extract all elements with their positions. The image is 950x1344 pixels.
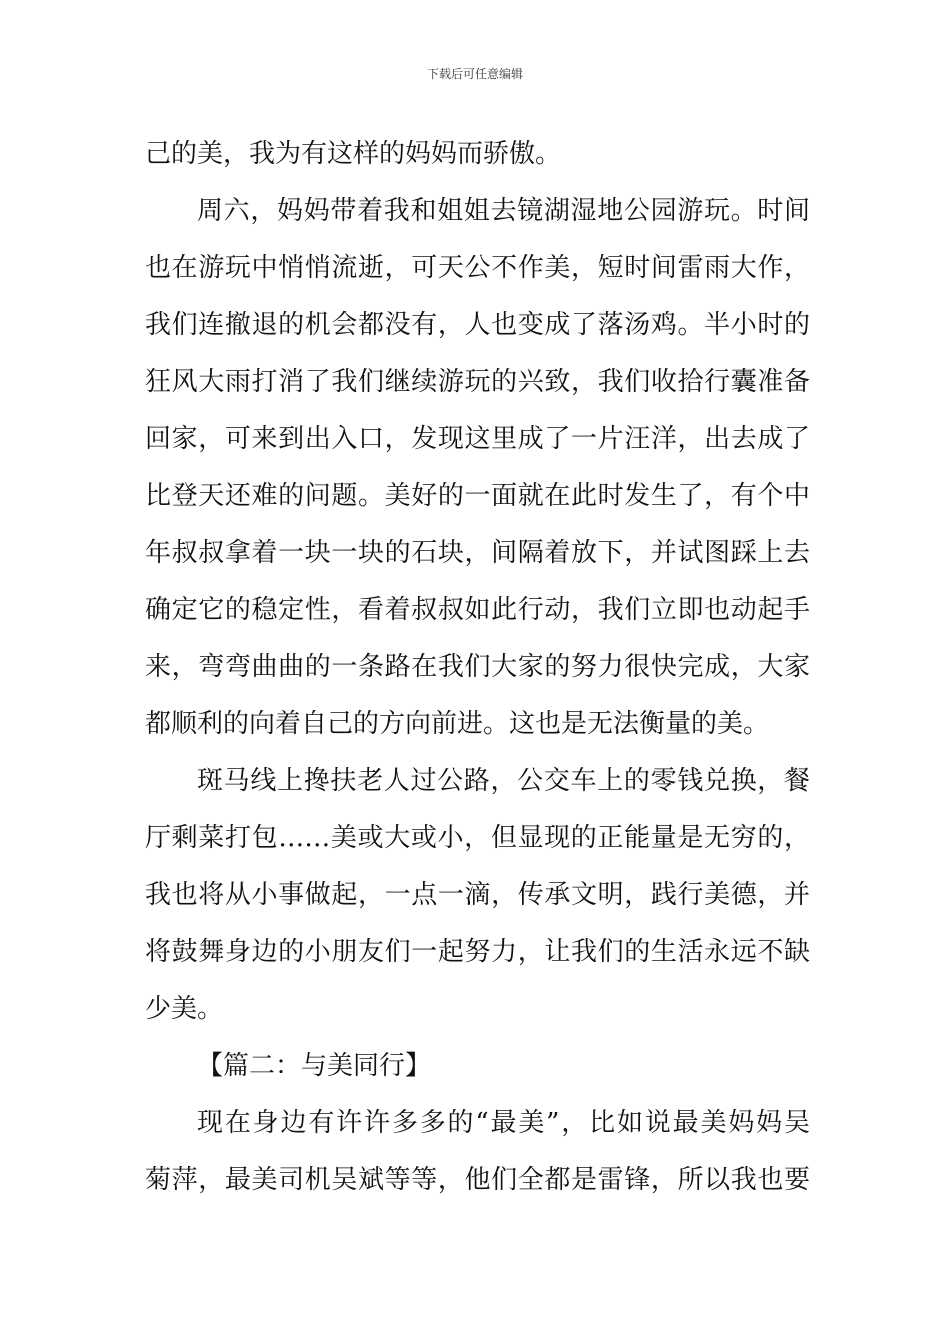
text-line bbox=[145, 696, 810, 753]
text-line-content: 周六，妈妈带着我和姐姐去镜湖湿地公园游玩。时间 bbox=[197, 196, 810, 226]
text-line-content: 狂风大雨打消了我们继续游玩的兴致，我们收拾行囊准备 bbox=[145, 367, 810, 397]
text-line bbox=[145, 924, 810, 981]
text-line-content: 确定它的稳定性，看着叔叔如此行动，我们立即也动起手 bbox=[145, 595, 810, 625]
text-line bbox=[145, 1152, 810, 1209]
text-line-content: 比登天还难的问题。美好的一面就在此时发生了，有个中 bbox=[145, 481, 810, 511]
text-line-content: 厅剩菜打包……美或大或小，但显现的正能量是无穷的， bbox=[145, 823, 810, 853]
text-line bbox=[145, 126, 810, 183]
text-line bbox=[145, 582, 810, 639]
text-line bbox=[145, 810, 810, 867]
text-line bbox=[145, 639, 810, 696]
text-line-content: 我也将从小事做起，一点一滴，传承文明，践行美德，并 bbox=[145, 880, 810, 910]
text-line bbox=[145, 867, 810, 924]
document-body bbox=[145, 126, 810, 1209]
text-line bbox=[145, 354, 810, 411]
text-line bbox=[145, 1095, 810, 1152]
text-line-content: 现在身边有许许多多的“最美”，比如说最美妈妈吴 bbox=[197, 1108, 810, 1138]
text-line-content: 将鼓舞身边的小朋友们一起努力，让我们的生活永远不缺 bbox=[145, 937, 810, 967]
text-line-content: 也在游玩中悄悄流逝，可天公不作美，短时间雷雨大作， bbox=[145, 253, 810, 283]
page-header-note: 下载后可任意编辑 bbox=[426, 67, 523, 81]
text-line-content: 回家，可来到出入口，发现这里成了一片汪洋，出去成了 bbox=[145, 424, 810, 454]
text-line bbox=[145, 297, 810, 354]
text-line bbox=[145, 240, 810, 297]
text-line bbox=[145, 411, 810, 468]
text-line-content: 己的美，我为有这样的妈妈而骄傲。 bbox=[145, 139, 562, 169]
text-line-content: 我们连撤退的机会都没有，人也变成了落汤鸡。半小时的 bbox=[145, 310, 810, 340]
text-line bbox=[145, 981, 810, 1038]
text-line-content: 少美。 bbox=[145, 994, 224, 1024]
text-line-content: 菊萍，最美司机吴斌等等，他们全都是雷锋，所以我也要 bbox=[145, 1165, 810, 1195]
text-line bbox=[145, 753, 810, 810]
text-line bbox=[145, 525, 810, 582]
text-line bbox=[145, 183, 810, 240]
text-line bbox=[145, 468, 810, 525]
section-heading bbox=[145, 1038, 810, 1095]
text-line-content: 来，弯弯曲曲的一条路在我们大家的努力很快完成，大家 bbox=[145, 652, 810, 682]
section-heading-text: 【篇二：与美同行】 bbox=[197, 1051, 432, 1081]
text-line-content: 斑马线上搀扶老人过公路，公交车上的零钱兑换，餐 bbox=[197, 766, 810, 796]
text-line-content: 年叔叔拿着一块一块的石块，间隔着放下，并试图踩上去 bbox=[145, 538, 810, 568]
text-line-content: 都顺利的向着自己的方向前进。这也是无法衡量的美。 bbox=[145, 709, 770, 739]
